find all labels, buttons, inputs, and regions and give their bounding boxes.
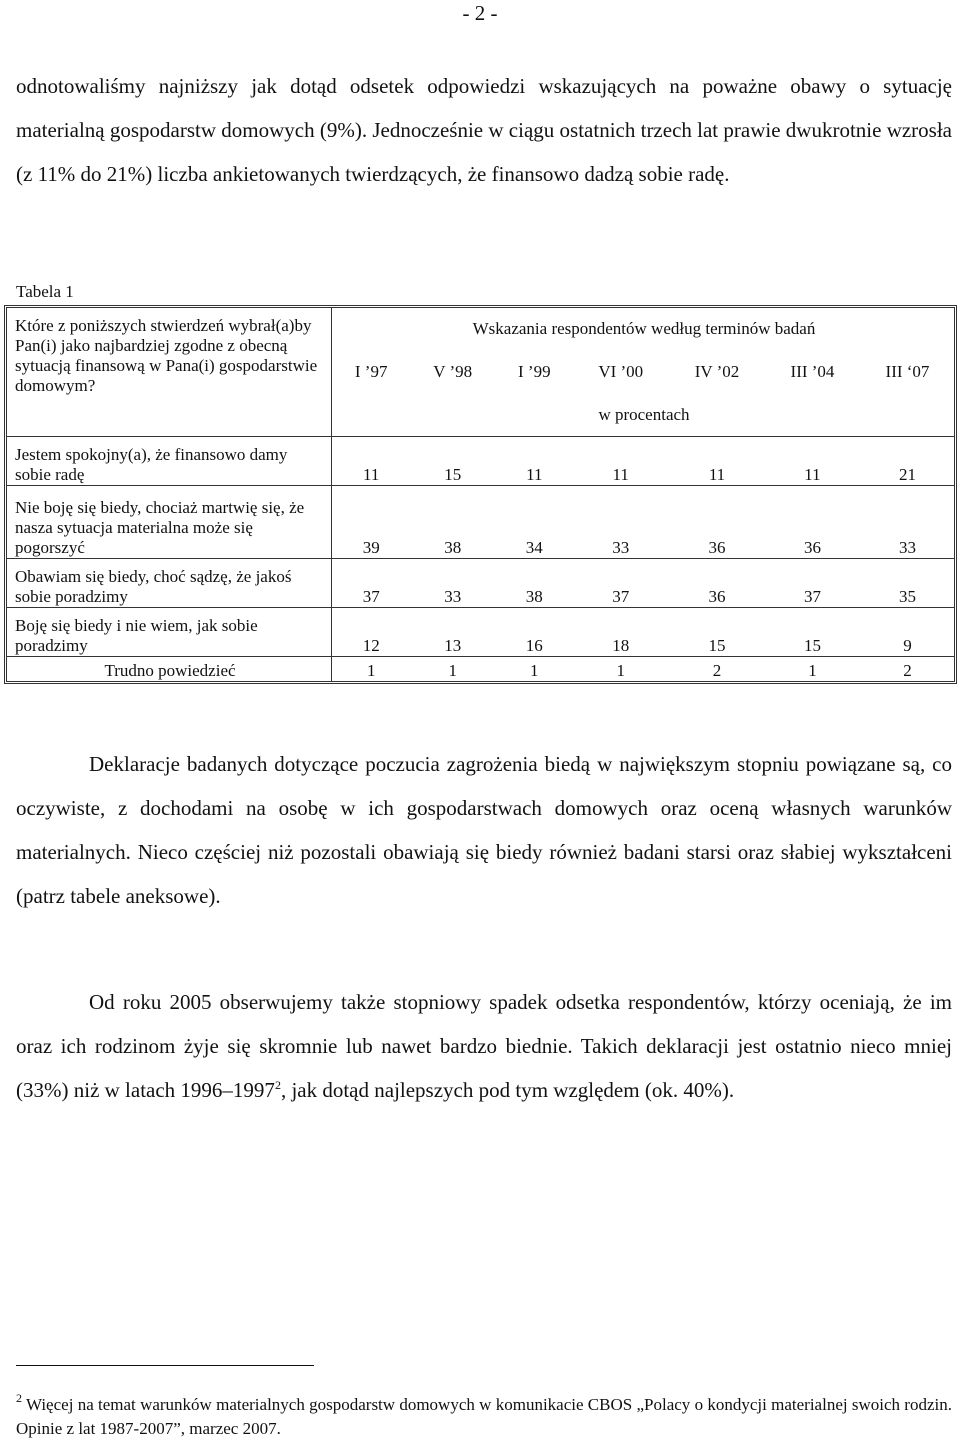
table-cell: 16 xyxy=(495,607,571,656)
table-caption: Tabela 1 xyxy=(16,282,74,301)
paragraph-text: Deklaracje badanych dotyczące poczucia zagrożenia biedą w największym stopniu powiązane są, co oczywiste, z dochodami na osobę w ich gospodarstwach domowych oraz oceną własnych warunków materialnych. Nieco częściej niż pozostali obawiają się biedy również badani starsi oraz słabiej wykształceni (patrz tabele aneksowe). xyxy=(16,752,952,908)
table-cell: 1 xyxy=(408,656,495,681)
column-header: III ’04 xyxy=(790,361,835,381)
table-cell: 11 xyxy=(495,436,571,485)
footnote-text: Więcej na temat warunków materialnych gospodarstw domowych w komunikacie CBOS „Polacy o kondycji materialnej swoich rodzin. Opinie z lat 1987-2007”, marzec 2007. xyxy=(16,1395,952,1438)
table-cell: 9 xyxy=(859,607,954,656)
table-cell: 38 xyxy=(495,558,571,607)
table-cell: 2 xyxy=(859,656,954,681)
table-cell: 33 xyxy=(571,485,668,558)
footnote-mark: 2 xyxy=(16,1391,22,1405)
table-cell: 1 xyxy=(332,656,408,681)
table-cell: 36 xyxy=(668,485,764,558)
table-cell: 36 xyxy=(764,485,859,558)
table-cell: 11 xyxy=(668,436,764,485)
table-cell: 2 xyxy=(668,656,764,681)
column-header: IV ’02 xyxy=(694,361,740,381)
paragraph-intro: odnotowaliśmy najniższy jak dotąd odsetek odpowiedzi wskazujących na poważne obawy o sytuację materialną gospodarstw domowych (9%). Jednocześnie w ciągu ostatnich trzech lat prawie dwukrotnie wzrosła (z 11% do 21%) liczba ankietowanych twierdzących, że finansowo dadzą sobie radę. xyxy=(16,74,952,186)
paragraph-od-roku-2005 xyxy=(16,980,952,1112)
question-cell: Które z poniższych stwierdzeń wybrał(a)by Pan(i) jako najbardziej zgodne z obecną sytuacją finansową w Pana(i) gospodarstwie domowym? xyxy=(7,308,332,436)
table-cell: 18 xyxy=(571,607,668,656)
row-label: Boję się biedy i nie wiem, jak sobie poradzimy xyxy=(7,607,332,656)
paragraph-deklaracje xyxy=(16,742,952,918)
table-row xyxy=(7,558,954,607)
table-cell: 1 xyxy=(495,656,571,681)
table-cell: 37 xyxy=(764,558,859,607)
footnote-separator xyxy=(16,1365,314,1366)
table-cell: 15 xyxy=(408,436,495,485)
column-header: I ’97 xyxy=(354,361,388,381)
table-cell: 11 xyxy=(571,436,668,485)
table-row xyxy=(7,436,954,485)
results-table xyxy=(4,305,957,684)
row-label: Obawiam się biedy, choć sądzę, że jakoś sobie poradzimy xyxy=(7,558,332,607)
column-header: V ’98 xyxy=(433,361,473,381)
table-cell: 13 xyxy=(408,607,495,656)
table-cell: 1 xyxy=(571,656,668,681)
table-cell: 38 xyxy=(408,485,495,558)
row-label: Jestem spokojny(a), że finansowo damy sobie radę xyxy=(7,436,332,485)
table-cell: 36 xyxy=(668,558,764,607)
table-cell: 37 xyxy=(332,558,408,607)
group-header: Wskazania respondentów według terminów badań xyxy=(472,319,816,339)
table-cell: 11 xyxy=(764,436,859,485)
table-cell: 11 xyxy=(332,436,408,485)
column-header: III ‘07 xyxy=(885,361,930,381)
table-cell: 1 xyxy=(764,656,859,681)
table-cell: 21 xyxy=(859,436,954,485)
column-header: I ’99 xyxy=(518,361,551,381)
table-cell: 34 xyxy=(495,485,571,558)
table-row xyxy=(7,485,954,558)
footnote-reference[interactable]: 2 xyxy=(274,1078,281,1092)
table-cell: 15 xyxy=(668,607,764,656)
table-cell: 37 xyxy=(571,558,668,607)
unit-label: w procentach xyxy=(598,404,690,424)
table-cell: 33 xyxy=(408,558,495,607)
paragraph-text: Od roku 2005 obserwujemy także stopniowy spadek odsetka respondentów, którzy oceniają, że im oraz ich rodzinom żyje się skromnie lub nawet bardzo biednie. Takich deklaracji jest ostatnio nieco mniej (33%) niż w latach 1996–1997 xyxy=(16,990,952,1102)
table-cell: 39 xyxy=(332,485,408,558)
table-cell: 33 xyxy=(859,485,954,558)
table-header-row xyxy=(7,308,954,351)
row-label: Nie boję się biedy, chociaż martwię się, że nasza sytuacja materialna może się pogorszyć xyxy=(7,485,332,558)
table-cell: 35 xyxy=(859,558,954,607)
paragraph-text-end: , jak dotąd najlepszych pod tym względem (ok. 40%). xyxy=(280,1078,735,1102)
table-cell: 12 xyxy=(332,607,408,656)
column-header: VI ’00 xyxy=(598,361,644,381)
table-row xyxy=(7,607,954,656)
page-number: - 2 - xyxy=(462,1,498,25)
table-cell: 15 xyxy=(764,607,859,656)
row-label: Trudno powiedzieć xyxy=(7,656,332,681)
table-row xyxy=(7,656,954,681)
footnote xyxy=(16,1393,952,1441)
